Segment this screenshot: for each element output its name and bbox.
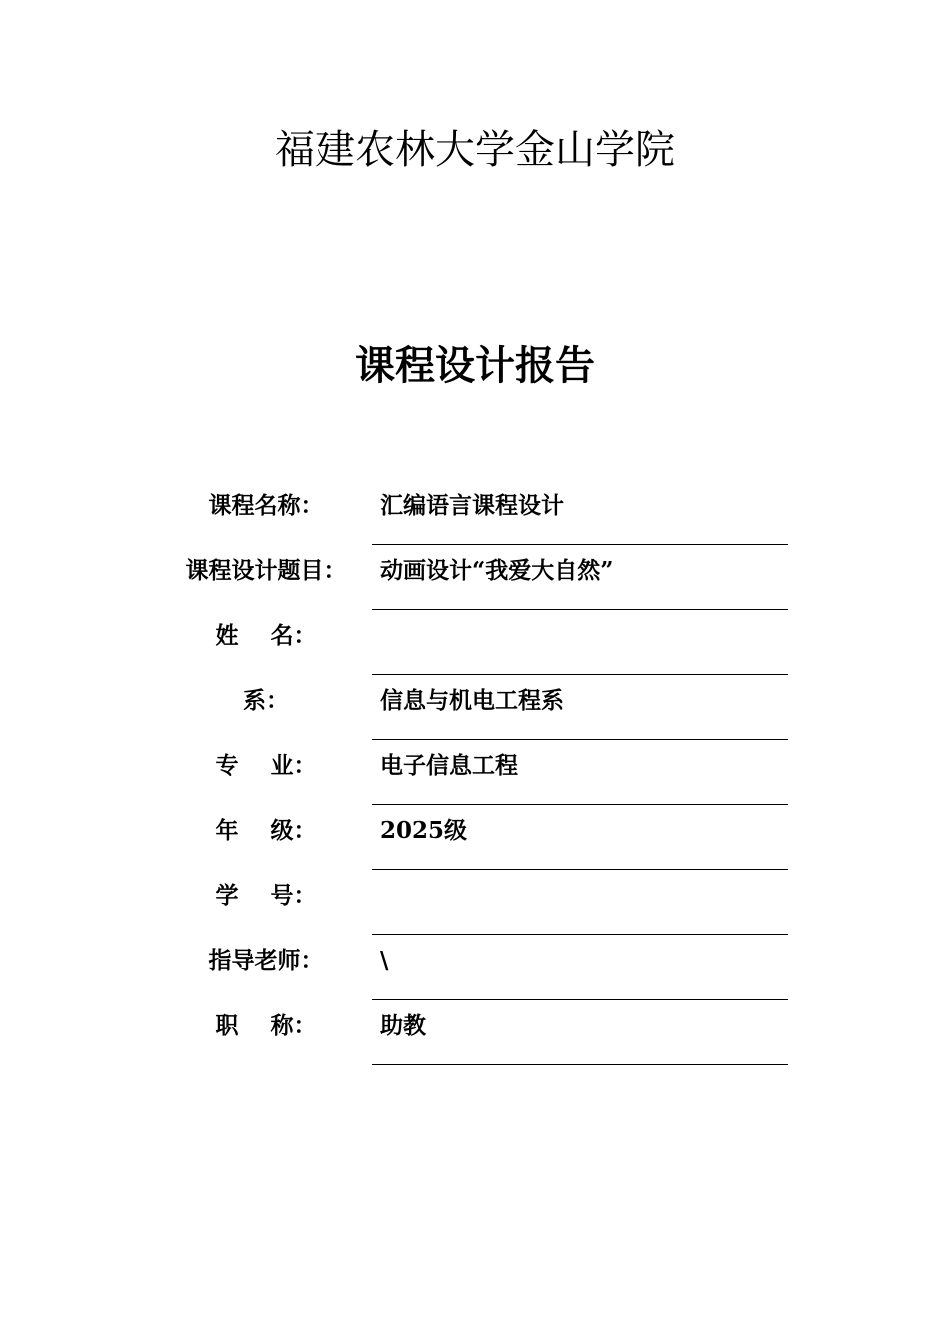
- info-value-cell: [372, 610, 788, 675]
- info-value: 助教: [380, 1012, 426, 1039]
- info-value-cell: [372, 870, 788, 935]
- school-name: 福建农林大学金山学院: [275, 127, 675, 173]
- info-value: 2025级: [380, 817, 468, 844]
- info-row-name: [160, 610, 790, 675]
- info-row-design-topic: [160, 545, 790, 610]
- info-value-cell: [372, 935, 788, 1000]
- info-value: 电子信息工程: [380, 752, 518, 779]
- info-value: 动画设计“我爱大自然”: [380, 557, 614, 584]
- info-label: 课程名称：: [208, 492, 324, 519]
- info-row-advisor: [160, 935, 790, 1000]
- info-label: 指导老师：: [208, 947, 324, 974]
- info-row-grade: [160, 805, 790, 870]
- info-row-major: [160, 740, 790, 805]
- info-value-cell: [372, 545, 788, 610]
- info-label: 学 号：: [215, 882, 317, 909]
- info-value-cell: [372, 1000, 788, 1065]
- info-value-cell: [372, 480, 788, 545]
- info-label: 专 业：: [215, 752, 317, 779]
- info-label: 课程设计题目：: [185, 557, 347, 584]
- info-label: 年 级：: [215, 817, 317, 844]
- info-value: \: [380, 947, 389, 974]
- info-table: [160, 480, 790, 1065]
- info-label: 系：: [243, 687, 289, 714]
- info-value-cell: [372, 805, 788, 870]
- info-value-cell: [372, 740, 788, 805]
- info-row-title: [160, 1000, 790, 1065]
- info-label: 姓 名：: [215, 622, 317, 649]
- info-value: 信息与机电工程系: [380, 687, 564, 714]
- report-title: 课程设计报告: [355, 342, 595, 389]
- info-value-cell: [372, 675, 788, 740]
- info-row-department: [160, 675, 790, 740]
- info-label: 职 称：: [215, 1012, 317, 1039]
- info-row-student-id: [160, 870, 790, 935]
- info-row-course-name: [160, 480, 790, 545]
- info-value: 汇编语言课程设计: [380, 492, 564, 519]
